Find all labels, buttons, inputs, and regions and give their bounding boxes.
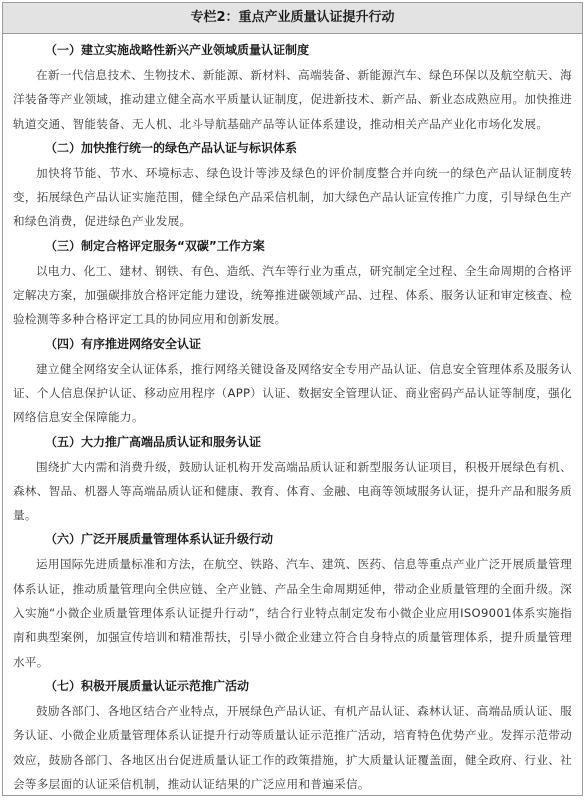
section-paragraph: 运用国际先进质量标准和方法，在航空、铁路、汽车、建筑、医药、信息等重点产业广泛开展质量管理体系认证，推动质量管理向全供应链、全产业链、产品全生命周期延伸，带动企业质量管理的全面升级。深入实施“小微企业质量管理体系认证提升行动”，结合行业特点制定发布小微企业应用ISO9001体系实施指南和典型案例，加强宣传培训和精准帮扶，引导小微企业建立符合自身特点的质量管理体系，提升质量管理水平。 <box>13 557 573 669</box>
section-paragraph: 在新一代信息技术、生物技术、新能源、新材料、高端装备、新能源汽车、绿色环保以及航空航天、海洋装备等产业领域，推动建立健全高水平质量认证制度，促进新技术、新产品、新业态成熟应用。加快推进轨道交通、智能装备、无人机、北斗导航基础产品等认证体系建设，推动相关产品产业化市场化发展。 <box>13 68 573 131</box>
section-paragraph: 建立健全网络安全认证体系，推行网络关键设备及网络安全专用产品认证、信息安全管理体系及服务认证、个人信息保护认证、移动应用程序（APP）认证、数据安全管理认证、商业密码产品认证等制度，强化网络信息安全保障能力。 <box>13 361 572 425</box>
column-box <box>2 2 583 796</box>
section-paragraph: 以电力、化工、建材、钢铁、有色、造纸、汽车等行业为重点，研究制定全过程、全生命周期的合格评定解决方案，加强碳排放合格评定能力建设，统筹推进碳领域产品、过程、体系、服务认证和审定核查、检验检测等多种合格评定工具的协同应用和创新发展。 <box>13 263 573 327</box>
section-5 <box>13 430 572 528</box>
section-heading: （五）大力推广高端品质认证和服务认证 <box>45 434 262 449</box>
section-6 <box>13 527 572 673</box>
section-2 <box>13 136 572 234</box>
section-heading: （一）建立实施战略性新兴产业领域质量认证制度 <box>45 43 310 57</box>
section-3 <box>13 234 572 332</box>
box-title: 专栏2：重点产业质量认证提升行动 <box>3 3 582 34</box>
section-heading: （六）广泛开展质量管理体系认证升级行动 <box>45 532 274 547</box>
section-heading: （二）加快推行统一的绿色产品认证与标识体系 <box>45 140 298 155</box>
section-heading: （七）积极开展质量认证示范推广活动 <box>45 678 250 693</box>
section-heading: （三）制定合格评定服务“双碳”工作方案 <box>45 238 265 253</box>
section-paragraph: 加快将节能、节水、环境标志、绿色设计等涉及绿色的评价制度整合并向统一的绿色产品认证制度转变，拓展绿色产品认证实施范围，健全绿色产品采信机制，加大绿色产品认证宣传推广力度，引导绿色生产和绿色消费，促进绿色产业发展。 <box>13 165 573 229</box>
section-paragraph: 鼓励各部门、各地区结合产业特点，开展绿色产品认证、有机产品认证、森林认证、高端品质认证、服务认证、小微企业质量管理体系认证提升行动等质量认证示范推广活动，培育特色优势产业。发挥示范带动效应，鼓励各部门、各地区出台促进质量认证工作的政策措施，扩大质量认证覆盖面，健全政府、行业、社会等多层面的认证采信机制，推动认证结果的广泛应用和普遍采信。 <box>13 703 573 791</box>
section-4 <box>13 332 572 430</box>
section-1 <box>13 38 572 136</box>
box-content <box>3 34 582 796</box>
section-heading: （四）有序推进网络安全认证 <box>45 336 202 351</box>
section-paragraph: 围绕扩大内需和消费升级，鼓励认证机构开发高端品质认证和新型服务认证项目，积极开展绿色有机、森林、智品、机器人等高端品质认证和健康、教育、体育、金融、电商等领域服务认证，提升产品和服务质量。 <box>13 459 573 523</box>
section-7 <box>13 674 572 796</box>
